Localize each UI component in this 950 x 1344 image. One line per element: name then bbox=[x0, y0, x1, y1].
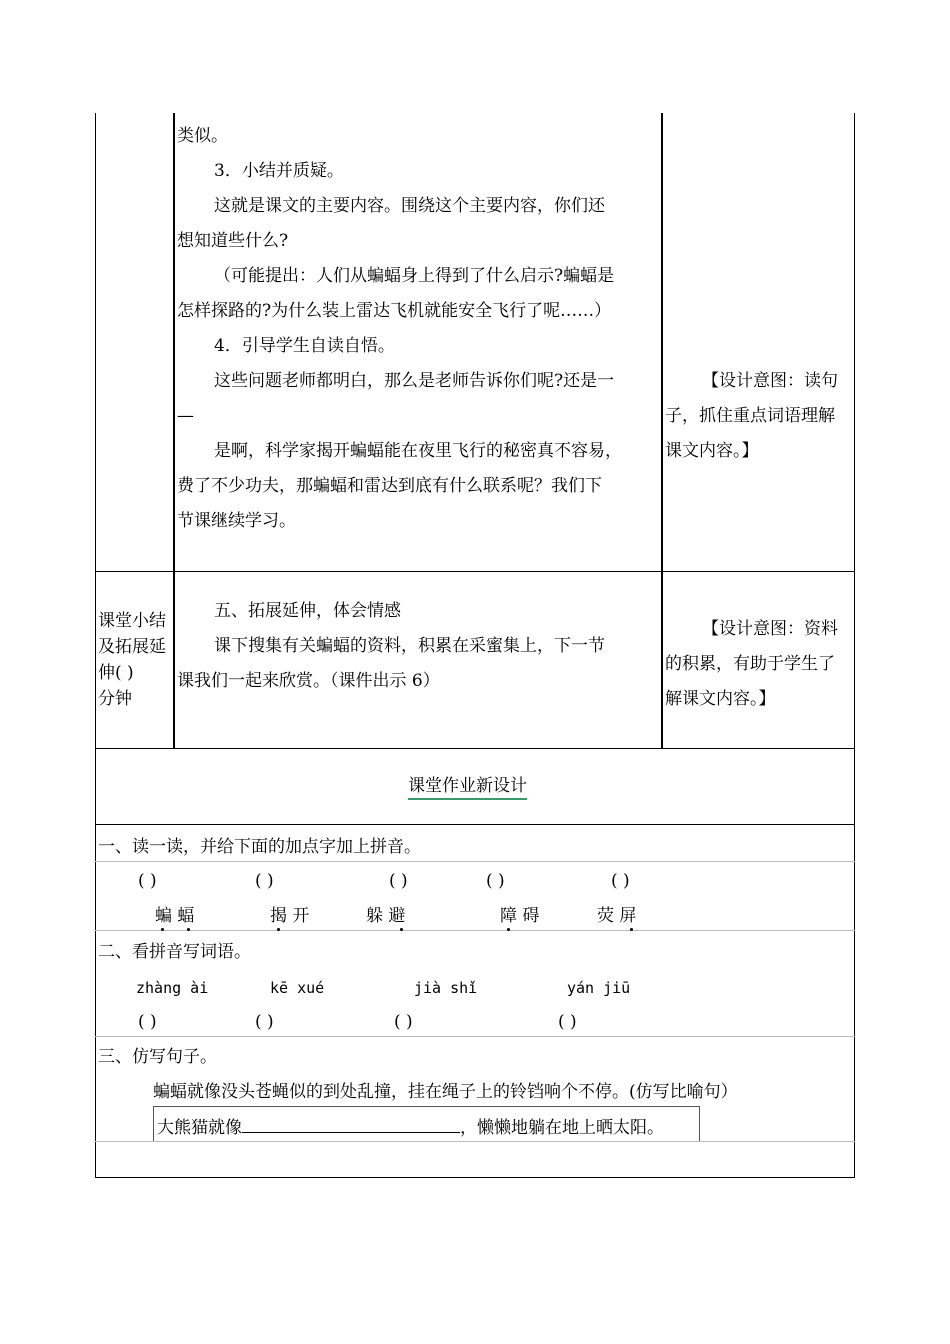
stage-label-line: 课堂小结 bbox=[98, 611, 166, 631]
emphasis-dot bbox=[187, 928, 190, 931]
fill-before: 大熊猫就像 bbox=[157, 1118, 242, 1138]
lesson-line: — bbox=[177, 406, 194, 426]
lesson-line: 这些问题老师都明白，那么是老师告诉你们呢?还是一 bbox=[214, 371, 615, 391]
emphasis-dot bbox=[630, 928, 633, 931]
emphasis-dot bbox=[507, 928, 510, 931]
pinyin-paren: ( ) bbox=[138, 871, 157, 891]
lesson-line: 节课继续学习。 bbox=[177, 511, 296, 531]
row-line-3 bbox=[95, 824, 855, 825]
lesson-line: 这就是课文的主要内容。围绕这个主要内容，你们还 bbox=[214, 196, 605, 216]
vocab-word: 蝙 蝠 bbox=[155, 906, 195, 926]
design-intent-line: 【设计意图：资料 bbox=[702, 619, 838, 639]
vocab-word: 障 碍 bbox=[500, 906, 540, 926]
extension-line: 课下搜集有关蝙蝠的资料，积累在采蜜集上，下一节 bbox=[214, 636, 605, 656]
fill-in-sentence bbox=[157, 1116, 664, 1138]
answer-paren: ( ) bbox=[138, 1012, 157, 1032]
vocab-word: 躲 避 bbox=[366, 906, 406, 926]
pinyin-paren: ( ) bbox=[486, 871, 505, 891]
lesson-line: 3．小结并质疑。 bbox=[214, 161, 344, 181]
lesson-line: 费了不少功夫，那蝙蝠和雷达到底有什么联系呢？我们下 bbox=[177, 476, 602, 496]
pinyin-paren: ( ) bbox=[611, 871, 630, 891]
design-intent-line: 课文内容。】 bbox=[665, 441, 759, 461]
lesson-line: 类似。 bbox=[177, 126, 228, 146]
answer-paren: ( ) bbox=[394, 1012, 413, 1032]
row-line-4 bbox=[95, 861, 855, 862]
answer-blank[interactable] bbox=[242, 1116, 460, 1133]
pinyin-item: zhàng ài bbox=[136, 979, 209, 997]
stage-label-line: 及拓展延 bbox=[98, 637, 166, 657]
design-intent-line: 子，抓住重点词语理解 bbox=[665, 406, 835, 426]
lesson-line: 怎样探路的?为什么装上雷达飞机就能安全飞行了呢……） bbox=[177, 301, 612, 321]
pinyin-paren: ( ) bbox=[255, 871, 274, 891]
lesson-line: （可能提出：人们从蝙蝠身上得到了什么启示?蝙蝠是 bbox=[214, 266, 615, 286]
emphasis-dot bbox=[277, 928, 280, 931]
right-border bbox=[854, 113, 855, 1178]
extension-line: 五、拓展延伸，体会情感 bbox=[214, 601, 401, 621]
pinyin-item: kē xué bbox=[270, 979, 325, 997]
emphasis-dot bbox=[400, 928, 403, 931]
col-divider-2 bbox=[661, 113, 663, 749]
col-divider-1 bbox=[173, 113, 175, 749]
row-line-2 bbox=[95, 748, 855, 749]
stage-label-line: 伸( ) bbox=[98, 663, 134, 683]
lesson-line: 想知道些什么? bbox=[177, 231, 289, 251]
q3-prompt: 三、仿写句子。 bbox=[98, 1047, 217, 1067]
row-line-1 bbox=[95, 571, 855, 572]
extension-line: 课我们一起来欣赏。（课件出示 6） bbox=[177, 671, 440, 691]
fill-after: ，懒懒地躺在地上晒太阳。 bbox=[460, 1118, 664, 1138]
example-sentence: 蝙蝠就像没头苍蝇似的到处乱撞，挂在绳子上的铃铛响个不停。(仿写比喻句） bbox=[153, 1082, 738, 1102]
row-line-6 bbox=[95, 1036, 855, 1037]
vocab-word: 荧 屏 bbox=[597, 906, 637, 926]
answer-paren: ( ) bbox=[255, 1012, 274, 1032]
pinyin-item: jià shǐ bbox=[414, 979, 478, 997]
row-line-5 bbox=[95, 930, 855, 931]
emphasis-dot bbox=[161, 928, 164, 931]
stage-label-line: 分钟 bbox=[98, 689, 132, 709]
design-intent-line: 【设计意图：读句 bbox=[702, 371, 838, 391]
vocab-word: 揭 开 bbox=[270, 906, 310, 926]
pinyin-paren: ( ) bbox=[389, 871, 408, 891]
answer-paren: ( ) bbox=[558, 1012, 577, 1032]
pinyin-item: yán jiū bbox=[567, 979, 631, 997]
q2-prompt: 二、看拼音写词语。 bbox=[98, 942, 251, 962]
lesson-line: 4．引导学生自读自悟。 bbox=[214, 336, 395, 356]
q1-prompt: 一、读一读，并给下面的加点字加上拼音。 bbox=[98, 837, 421, 857]
row-line-7 bbox=[95, 1141, 855, 1142]
design-intent-line: 的积累，有助于学生了 bbox=[665, 654, 835, 674]
bottom-border bbox=[95, 1177, 855, 1178]
left-border bbox=[95, 113, 96, 1178]
homework-title: 课堂作业新设计 bbox=[408, 776, 527, 800]
design-intent-line: 解课文内容。】 bbox=[665, 689, 776, 709]
lesson-line: 是啊，科学家揭开蝙蝠能在夜里飞行的秘密真不容易， bbox=[214, 441, 622, 461]
